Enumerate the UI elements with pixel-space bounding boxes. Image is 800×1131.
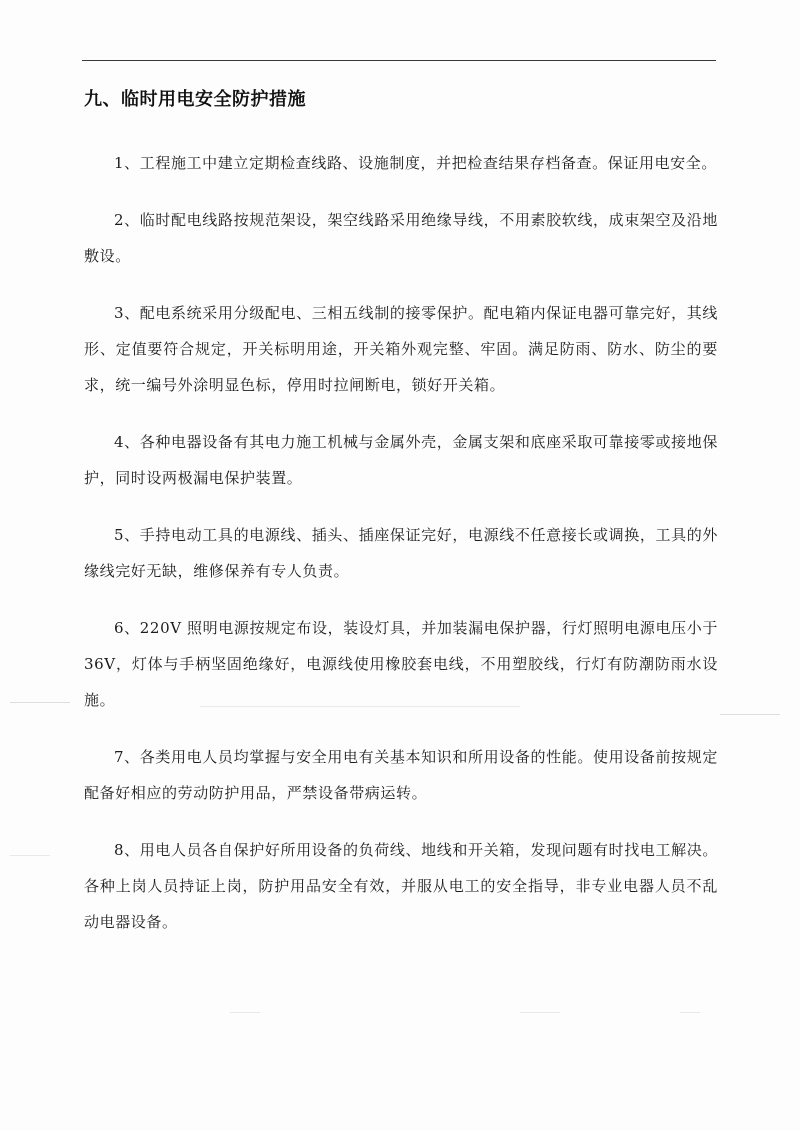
- header-rule: [82, 60, 716, 61]
- paragraph-1: 1、工程施工中建立定期检查线路、设施制度，并把检查结果存档备查。保证用电安全。: [114, 154, 717, 172]
- scan-artifact: [230, 1012, 260, 1013]
- paragraph-4: 4、各种电器设备有其电力施工机械与金属外壳，金属支架和底座采取可靠接零或接地保护，同时设两极漏电保护装置。: [84, 433, 718, 487]
- scan-artifact: [680, 1012, 700, 1013]
- paragraph-7: 7、各类用电人员均掌握与安全用电有关基本知识和所用设备的性能。使用设备前按规定配备好相应的劳动防护用品，严禁设备带病运转。: [84, 748, 718, 802]
- scan-artifact: [10, 702, 70, 703]
- section-body: [84, 145, 718, 961]
- paragraph-6: 6、220V 照明电源按规定布设，装设灯具，并加装漏电保护器，行灯照明电源电压小于 36V，灯体与手柄坚固绝缘好，电源线使用橡胶套电线，不用塑胶线，行灯有防潮防雨水设施。: [84, 619, 718, 709]
- scan-artifact: [10, 855, 50, 856]
- paragraph-5: 5、手持电动工具的电源线、插头、插座保证完好，电源线不任意接长或调换，工具的外缘线完好无缺，维修保养有专人负责。: [84, 526, 718, 580]
- section-title: 九、临时用电安全防护措施: [84, 89, 306, 110]
- paragraph-3: 3、配电系统采用分级配电、三相五线制的接零保护。配电箱内保证电器可靠完好，其线形、定值要符合规定，开关标明用途，开关箱外观完整、牢固。满足防雨、防水、防尘的要求，统一编号外涂明显色标，停用时拉闸断电，锁好开关箱。: [84, 304, 718, 394]
- paragraph-2: 2、临时配电线路按规范架设，架空线路采用绝缘导线，不用素胶软线，成束架空及沿地敷设。: [84, 211, 718, 265]
- scan-artifact: [520, 1012, 560, 1013]
- scan-artifact: [720, 714, 780, 715]
- scan-artifact: [200, 706, 520, 707]
- paragraph-8: 8、用电人员各自保护好所用设备的负荷线、地线和开关箱，发现问题有时找电工解决。各种上岗人员持证上岗，防护用品安全有效，并服从电工的安全指导，非专业电器人员不乱动电器设备。: [84, 841, 718, 931]
